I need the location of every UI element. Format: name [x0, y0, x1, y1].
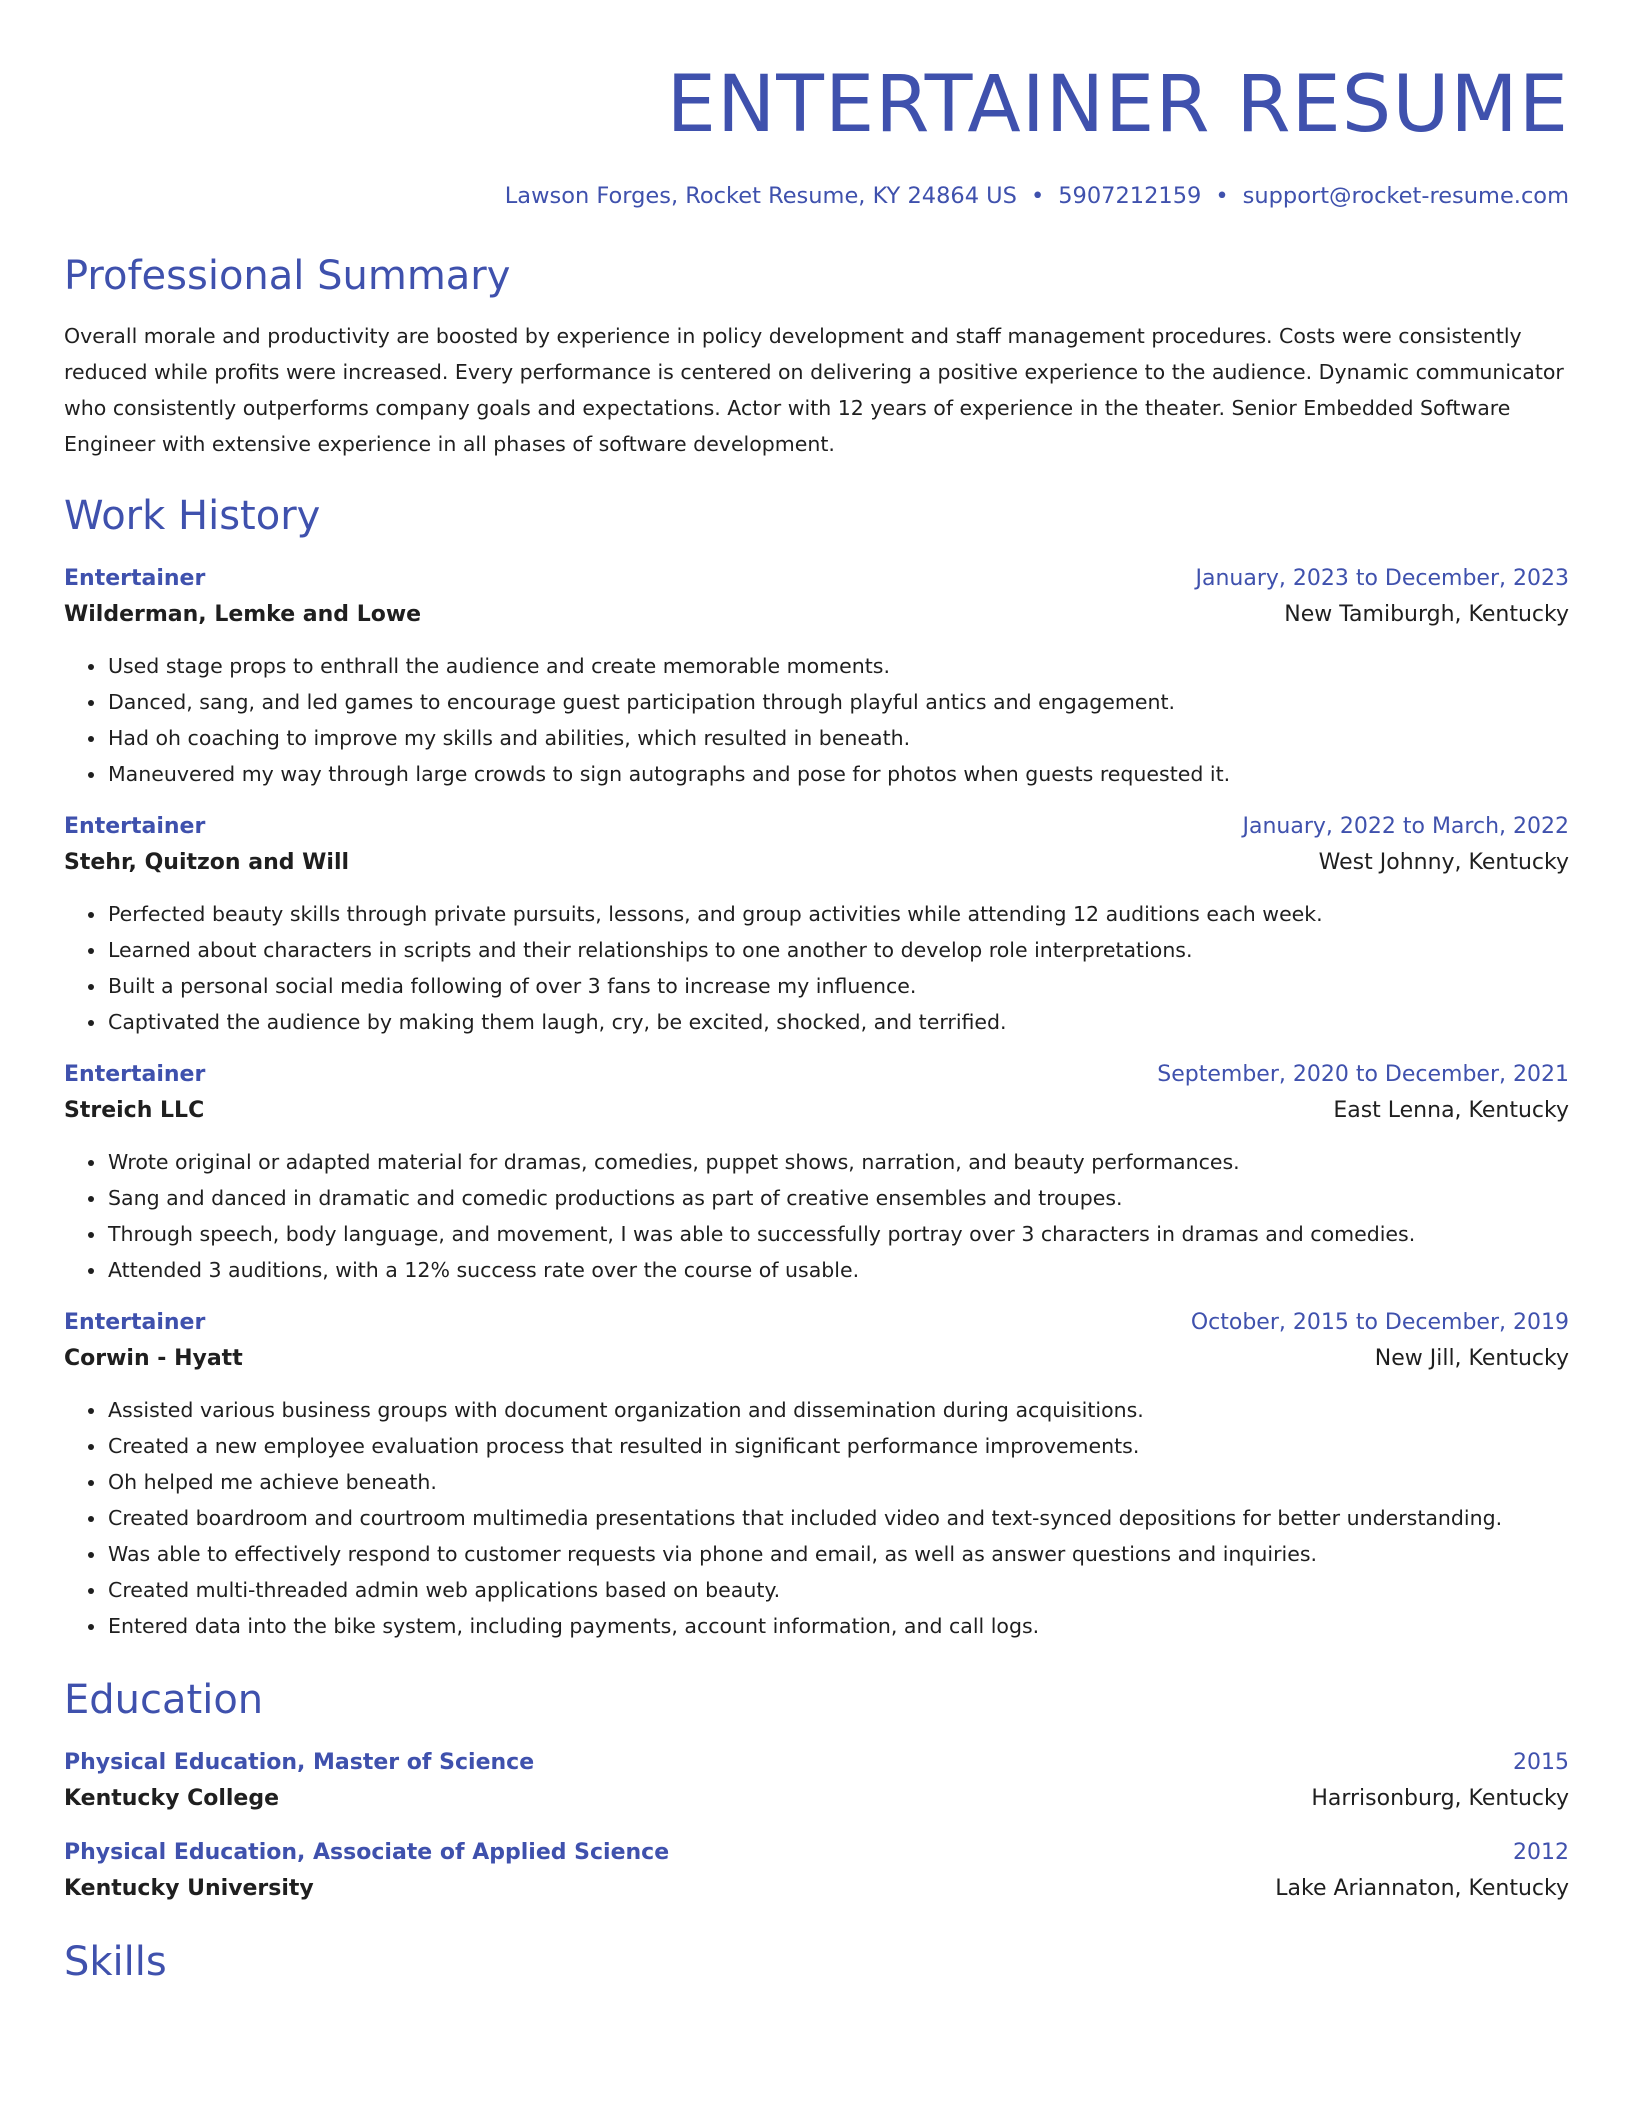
job-company-row — [64, 1340, 1569, 1378]
education-degree: Physical Education, Associate of Applied Science — [64, 1840, 670, 1865]
job-bullet: • Danced, sang, and led games to encourage guest participation through playful antics and engagement. — [107, 684, 1569, 720]
job-bullet: • Oh helped me achieve beneath. — [107, 1464, 1569, 1500]
job-entry — [64, 1058, 1569, 1288]
job-bullets — [64, 1392, 1569, 1644]
job-header-row — [64, 1306, 1569, 1340]
job-role: Entertainer — [64, 814, 206, 839]
job-bullets — [64, 1144, 1569, 1288]
education-year: 2015 — [1513, 1750, 1569, 1775]
job-bullet: • Built a personal social media following of over 3 fans to increase my influence. — [107, 968, 1569, 1004]
education-school-row — [64, 1780, 1569, 1818]
job-header-row — [64, 562, 1569, 596]
education-location: Lake Ariannaton, Kentucky — [1275, 1876, 1569, 1901]
job-entry — [64, 810, 1569, 1040]
resume-header — [64, 50, 1569, 212]
contact-line — [64, 180, 1569, 212]
job-company: Stehr, Quitzon and Will — [64, 850, 350, 875]
job-bullet: • Through speech, body language, and movement, I was able to successfully portray over 3 characters in dramas and comedies. — [107, 1216, 1569, 1252]
job-bullet: • Was able to effectively respond to customer requests via phone and email, as well as answer questions and inquiries. — [107, 1536, 1569, 1572]
job-company: Wilderman, Lemke and Lowe — [64, 602, 422, 627]
education-school-row — [64, 1870, 1569, 1908]
job-role: Entertainer — [64, 1310, 206, 1335]
job-location: New Jill, Kentucky — [1374, 1346, 1569, 1371]
job-bullet: • Sang and danced in dramatic and comedic productions as part of creative ensembles and troupes. — [107, 1180, 1569, 1216]
job-bullet: • Perfected beauty skills through private pursuits, lessons, and group activities while attending 12 auditions each week. — [107, 896, 1569, 932]
education-entry — [64, 1746, 1569, 1818]
job-company: Corwin - Hyatt — [64, 1346, 243, 1371]
job-role: Entertainer — [64, 1062, 206, 1087]
job-dates: January, 2023 to December, 2023 — [1195, 566, 1569, 591]
job-header-row — [64, 810, 1569, 844]
job-company-row — [64, 1092, 1569, 1130]
summary-heading: Professional Summary — [64, 253, 511, 299]
contact-separator: • — [1030, 183, 1045, 209]
job-bullet: • Wrote original or adapted material for dramas, comedies, puppet shows, narration, and beauty performances. — [107, 1144, 1569, 1180]
contact-email: support@rocket-resume.com — [1242, 183, 1569, 209]
education-school: Kentucky College — [64, 1786, 280, 1811]
job-company-row — [64, 596, 1569, 634]
education-school: Kentucky University — [64, 1876, 314, 1901]
job-bullet: • Created a new employee evaluation process that resulted in significant performance improvements. — [107, 1428, 1569, 1464]
education-year: 2012 — [1513, 1840, 1569, 1865]
job-entry — [64, 1306, 1569, 1644]
job-entry — [64, 562, 1569, 792]
job-bullet: • Maneuvered my way through large crowds to sign autographs and pose for photos when guests requested it. — [107, 756, 1569, 792]
job-role: Entertainer — [64, 566, 206, 591]
job-dates: September, 2020 to December, 2021 — [1157, 1062, 1569, 1087]
education-header-row — [64, 1836, 1569, 1870]
contact-phone: 5907212159 — [1058, 183, 1202, 209]
work-history-heading: Work History — [64, 493, 321, 539]
job-location: East Lenna, Kentucky — [1333, 1098, 1569, 1123]
education-location: Harrisonburg, Kentucky — [1311, 1786, 1569, 1811]
job-header-row — [64, 1058, 1569, 1092]
job-location: West Johnny, Kentucky — [1318, 850, 1569, 875]
job-bullet: • Used stage props to enthrall the audience and create memorable moments. — [107, 648, 1569, 684]
job-bullets — [64, 896, 1569, 1040]
summary-text: Overall morale and productivity are boosted by experience in policy development and staff management procedures. Costs were consistently reduced while profits were increased. Every performance is centered on delivering a positive experience to the audience. Dynamic communicator who consistently outperforms company goals and expectations. Actor with 12 years of experience in the theater. Senior Embedded Software Engineer with extensive experience in all phases of software development. — [64, 324, 1564, 456]
job-company: Streich LLC — [64, 1098, 205, 1123]
contact-address: Lawson Forges, Rocket Resume, KY 24864 US — [504, 183, 1017, 209]
job-bullet: • Had oh coaching to improve my skills and abilities, which resulted in beneath. — [107, 720, 1569, 756]
education-degree: Physical Education, Master of Science — [64, 1750, 535, 1775]
education-entry — [64, 1836, 1569, 1908]
skills-heading: Skills — [64, 1939, 167, 1985]
job-company-row — [64, 844, 1569, 882]
job-bullet: • Assisted various business groups with document organization and dissemination during acquisitions. — [107, 1392, 1569, 1428]
education-header-row — [64, 1746, 1569, 1780]
job-bullet: • Created multi-threaded admin web applications based on beauty. — [107, 1572, 1569, 1608]
education-heading: Education — [64, 1677, 264, 1723]
job-location: New Tamiburgh, Kentucky — [1284, 602, 1569, 627]
contact-separator: • — [1215, 183, 1229, 209]
job-bullet: • Entered data into the bike system, including payments, account information, and call logs. — [107, 1608, 1569, 1644]
job-bullet: • Created boardroom and courtroom multimedia presentations that included video and text-synced depositions for better understanding. — [107, 1500, 1569, 1536]
job-bullet: • Captivated the audience by making them laugh, cry, be excited, shocked, and terrified. — [107, 1004, 1569, 1040]
job-bullet: • Learned about characters in scripts and their relationships to one another to develop role interpretations. — [107, 932, 1569, 968]
resume-title: ENTERTAINER RESUME — [666, 60, 1569, 150]
job-dates: October, 2015 to December, 2019 — [1190, 1310, 1569, 1335]
job-dates: January, 2022 to March, 2022 — [1242, 814, 1569, 839]
job-bullet: • Attended 3 auditions, with a 12% success rate over the course of usable. — [107, 1252, 1569, 1288]
job-bullets — [64, 648, 1569, 792]
